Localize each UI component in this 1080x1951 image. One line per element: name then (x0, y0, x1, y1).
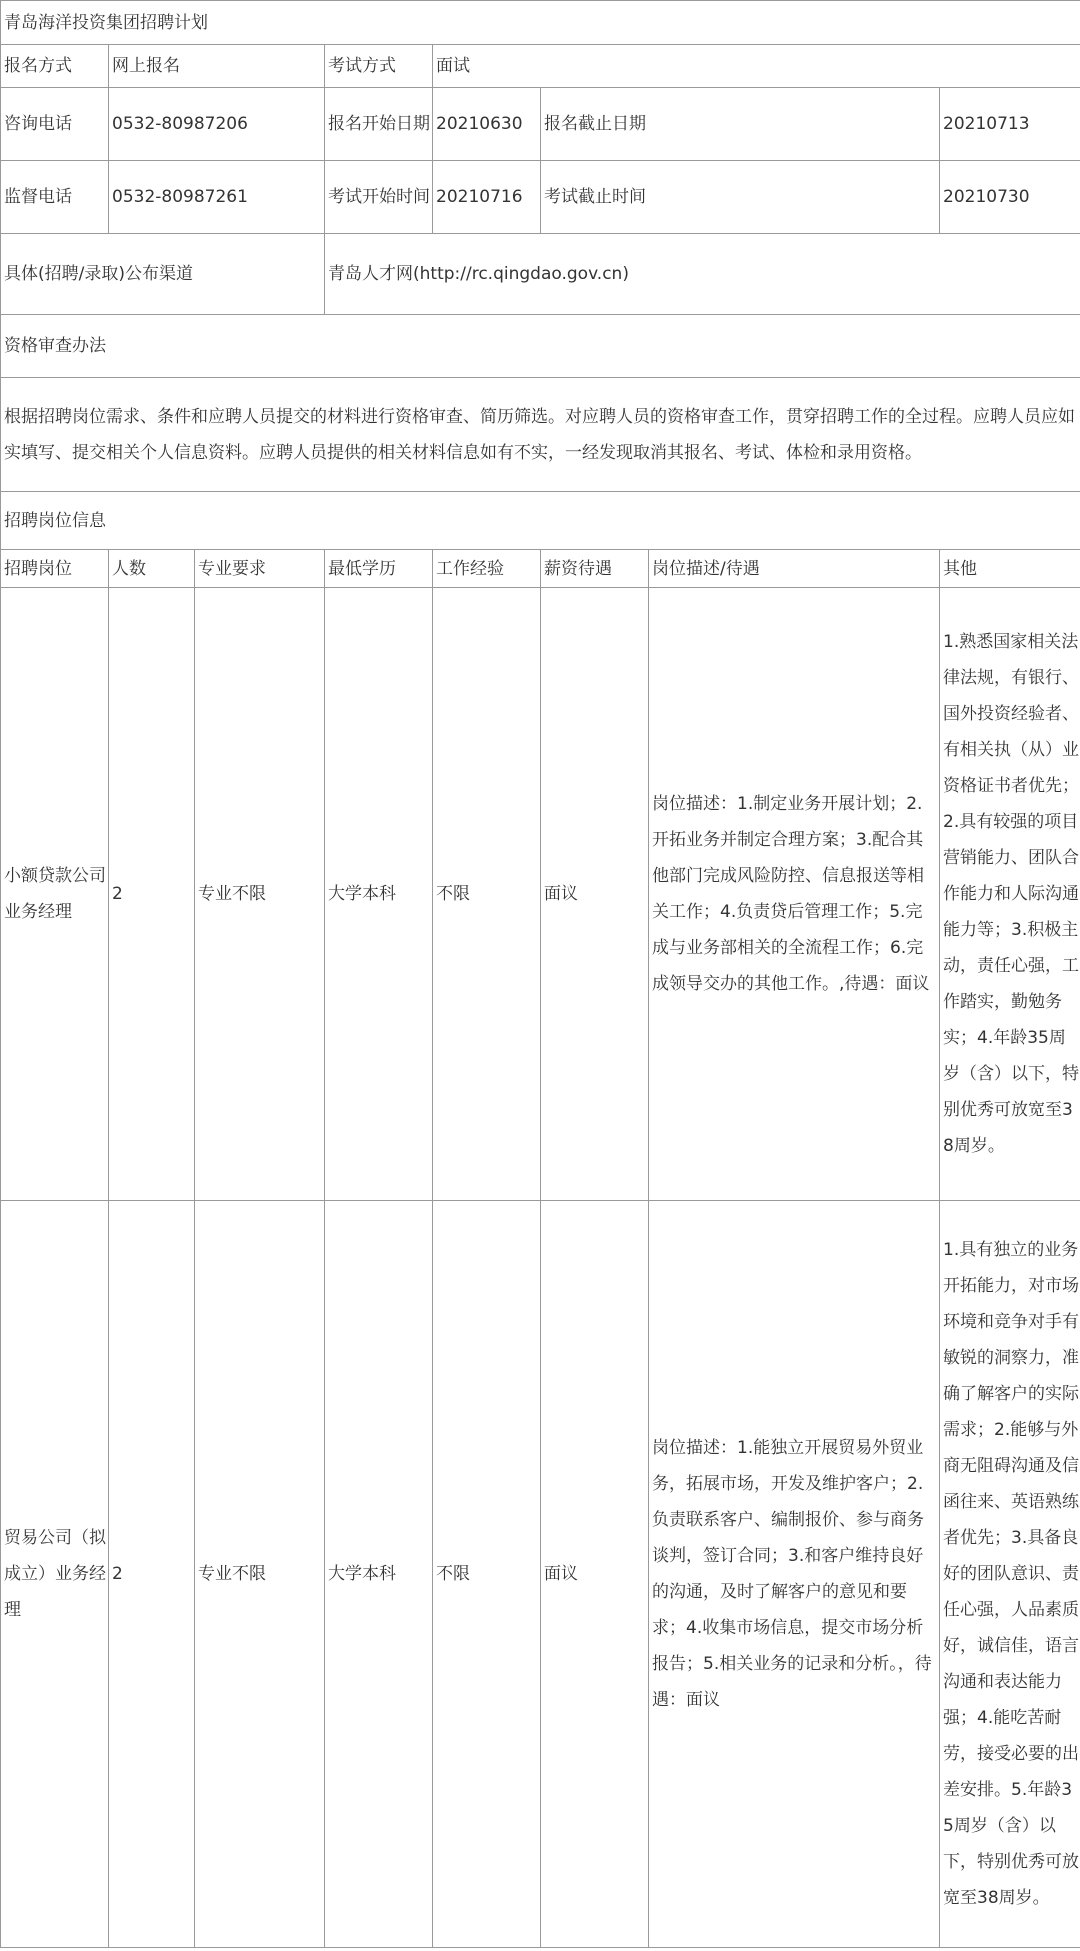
column-header: 专业要求 (195, 550, 325, 588)
publish-channel-label: 具体(招聘/录取)公布渠道 (1, 234, 325, 315)
position-title: 贸易公司（拟成立）业务经理 (1, 1201, 109, 1948)
table-row (1, 588, 1080, 1201)
signup-method-label: 报名方式 (1, 45, 109, 88)
table-row (1, 1201, 1080, 1948)
position-count: 2 (109, 588, 195, 1201)
column-header: 薪资待遇 (541, 550, 649, 588)
signup-end-label: 报名截止日期 (541, 88, 940, 161)
column-header: 招聘岗位 (1, 550, 109, 588)
exam-method-label: 考试方式 (325, 45, 433, 88)
signup-start-value: 20210630 (433, 88, 541, 161)
page-title: 青岛海洋投资集团招聘计划 (1, 1, 1080, 45)
position-title: 小额贷款公司业务经理 (1, 588, 109, 1201)
position-description: 岗位描述：1.能独立开展贸易外贸业务，拓展市场，开发及维护客户；2.负责联系客户、编制报价、参与商务谈判，签订合同；3.和客户维持良好的沟通，及时了解客户的意见和要求；4.收集市场信息，提交市场分析报告；5.相关业务的记录和分析。，待遇：面议 (649, 1201, 940, 1948)
qualification-heading: 资格审查办法 (1, 315, 1080, 378)
exam-end-value: 20210730 (940, 161, 1080, 234)
exam-start-label: 考试开始时间 (325, 161, 433, 234)
publish-channel-value: 青岛人才网(http://rc.qingdao.gov.cn) (325, 234, 1080, 315)
position-salary: 面议 (541, 1201, 649, 1948)
position-salary: 面议 (541, 588, 649, 1201)
position-major: 专业不限 (195, 588, 325, 1201)
signup-method-value: 网上报名 (109, 45, 325, 88)
consult-phone-value: 0532-80987206 (109, 88, 325, 161)
exam-end-label: 考试截止时间 (541, 161, 940, 234)
signup-end-value: 20210713 (940, 88, 1080, 161)
positions-header-row (1, 550, 1080, 588)
column-header: 人数 (109, 550, 195, 588)
supervise-phone-label: 监督电话 (1, 161, 109, 234)
positions-heading: 招聘岗位信息 (1, 492, 1080, 550)
signup-start-label: 报名开始日期 (325, 88, 433, 161)
exam-start-value: 20210716 (433, 161, 541, 234)
column-header: 岗位描述/待遇 (649, 550, 940, 588)
position-other: 1.具有独立的业务开拓能力，对市场环境和竞争对手有敏锐的洞察力，准确了解客户的实际需求；2.能够与外商无阻碍沟通及信函往来、英语熟练者优先；3.具备良好的团队意识、责任心强，人品素质好，诚信佳，语言沟通和表达能力强；4.能吃苦耐劳，接受必要的出差安排。5.年龄35周岁（含）以下，特别优秀可放宽至38周岁。 (940, 1201, 1080, 1948)
position-experience: 不限 (433, 1201, 541, 1948)
supervise-phone-value: 0532-80987261 (109, 161, 325, 234)
position-other: 1.熟悉国家相关法律法规，有银行、国外投资经验者、有相关执（从）业资格证书者优先；2.具有较强的项目营销能力、团队合作能力和人际沟通能力等；3.积极主动，责任心强，工作踏实，勤勉务实；4.年龄35周岁（含）以下，特别优秀可放宽至38周岁。 (940, 588, 1080, 1201)
position-major: 专业不限 (195, 1201, 325, 1948)
position-education: 大学本科 (325, 588, 433, 1201)
position-education: 大学本科 (325, 1201, 433, 1948)
position-experience: 不限 (433, 588, 541, 1201)
position-description: 岗位描述：1.制定业务开展计划；2.开拓业务并制定合理方案；3.配合其他部门完成风险防控、信息报送等相关工作；4.负责贷后管理工作；5.完成与业务部相关的全流程工作；6.完成领导交办的其他工作。,待遇：面议 (649, 588, 940, 1201)
column-header: 最低学历 (325, 550, 433, 588)
qualification-text: 根据招聘岗位需求、条件和应聘人员提交的材料进行资格审查、简历筛选。对应聘人员的资格审查工作，贯穿招聘工作的全过程。应聘人员应如实填写、提交相关个人信息资料。应聘人员提供的相关材料信息如有不实，一经发现取消其报名、考试、体检和录用资格。 (1, 378, 1080, 492)
column-header: 其他 (940, 550, 1080, 588)
consult-phone-label: 咨询电话 (1, 88, 109, 161)
column-header: 工作经验 (433, 550, 541, 588)
exam-method-value: 面试 (433, 45, 1080, 88)
position-count: 2 (109, 1201, 195, 1948)
